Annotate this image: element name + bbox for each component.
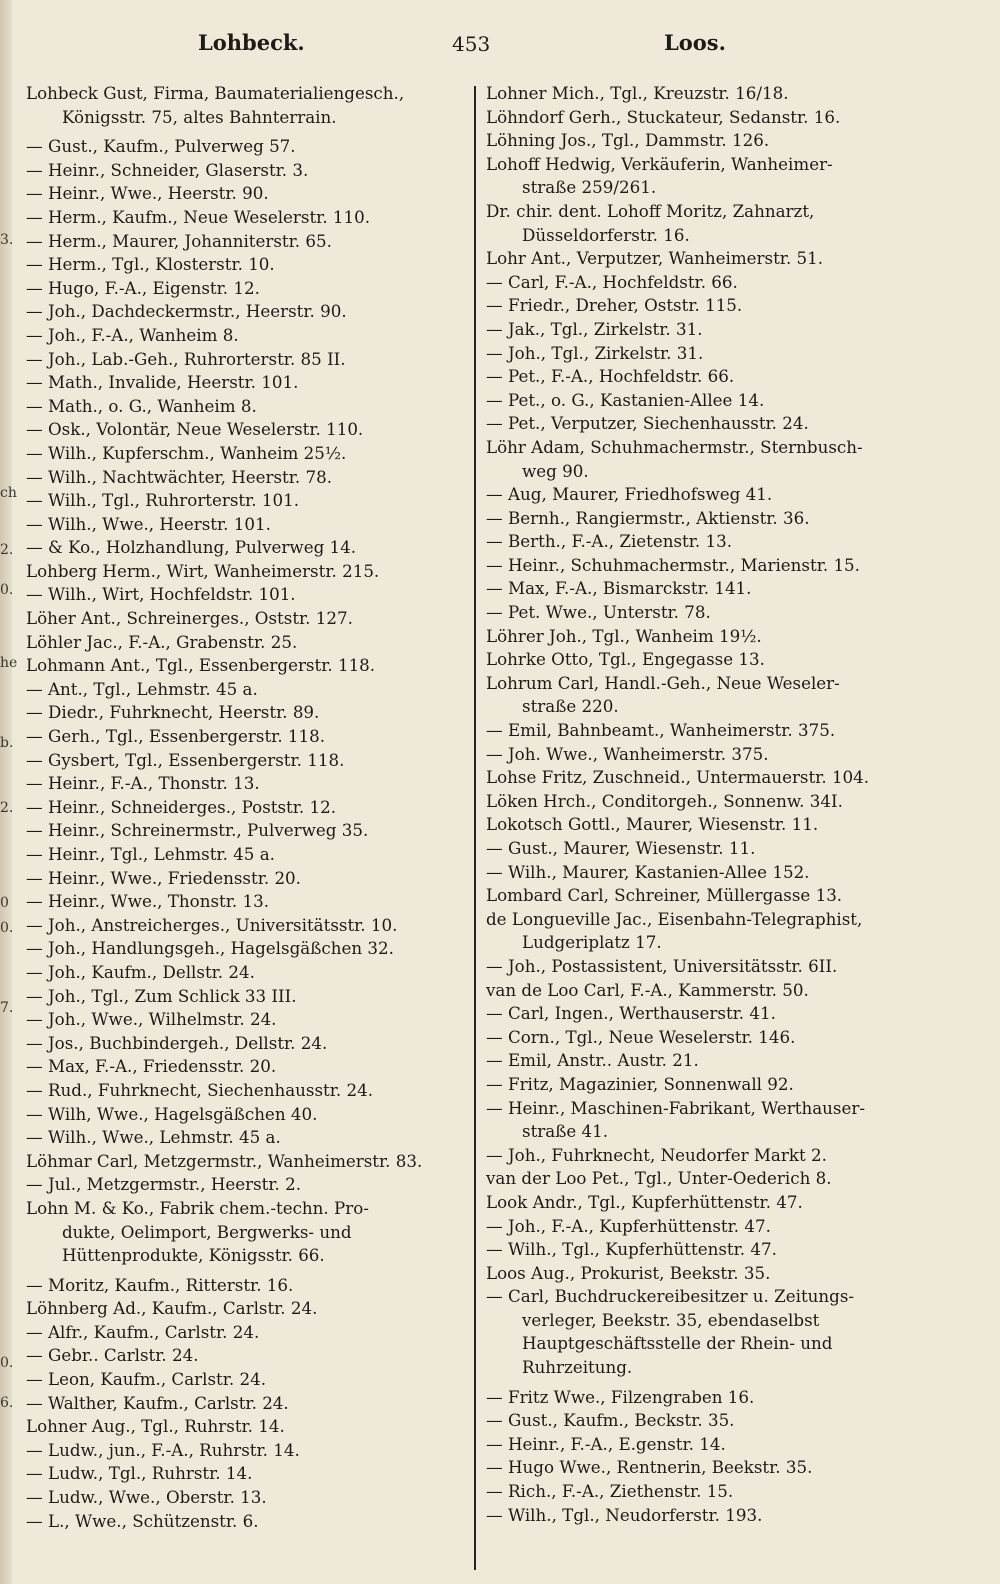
margin-fragment: 0 bbox=[0, 895, 9, 911]
directory-entry bbox=[26, 1150, 464, 1174]
directory-entry bbox=[26, 1439, 464, 1463]
directory-entry bbox=[486, 884, 928, 908]
directory-entry bbox=[26, 489, 464, 513]
directory-entry bbox=[26, 371, 464, 395]
margin-fragment: 6. bbox=[0, 1395, 14, 1411]
directory-entry bbox=[486, 129, 928, 153]
entry-line: Löhmar Carl, Metzgermstr., Wanheimerstr. 83. bbox=[26, 1150, 423, 1171]
directory-entry bbox=[486, 412, 928, 436]
directory-entry bbox=[26, 135, 464, 159]
margin-fragment: he bbox=[0, 655, 18, 671]
directory-entry bbox=[486, 1285, 928, 1379]
directory-entry bbox=[486, 648, 928, 672]
entry-continuation-line: Düsseldorferstr. 16. bbox=[522, 224, 690, 245]
directory-entry bbox=[486, 1073, 928, 1097]
entry-line: — Osk., Volontär, Neue Weselerstr. 110. bbox=[26, 419, 364, 440]
directory-entry bbox=[26, 1462, 464, 1486]
entry-line: — Wilh., Nachtwächter, Heerstr. 78. bbox=[26, 466, 333, 487]
entry-line: — Wilh., Tgl., Ruhrorterstr. 101. bbox=[26, 490, 300, 511]
entry-line: — Joh., Anstreicherges., Universitätsstr. 10. bbox=[26, 914, 398, 935]
entry-line: — Pet., F.-A., Hochfeldstr. 66. bbox=[486, 366, 735, 387]
entry-line: — Pet. Wwe., Unterstr. 78. bbox=[486, 602, 711, 623]
directory-entry bbox=[26, 749, 464, 773]
directory-entry bbox=[26, 324, 464, 348]
directory-entry bbox=[486, 837, 928, 861]
directory-entry bbox=[486, 1049, 928, 1073]
entry-line: — Ant., Tgl., Lehmstr. 45 a. bbox=[26, 678, 258, 699]
directory-entry bbox=[486, 955, 928, 979]
entry-line: Lohrke Otto, Tgl., Engegasse 13. bbox=[486, 649, 765, 670]
directory-entry bbox=[486, 1167, 928, 1191]
directory-entry bbox=[486, 766, 928, 790]
entry-line: — Wilh., Kupferschm., Wanheim 25½. bbox=[26, 442, 347, 463]
entry-line: — Walther, Kaufm., Carlstr. 24. bbox=[26, 1392, 289, 1413]
entry-line: — Joh. Wwe., Wanheimerstr. 375. bbox=[486, 743, 769, 764]
entry-continuation-line: straße 220. bbox=[522, 696, 619, 717]
margin-fragment: 0. bbox=[0, 582, 14, 598]
directory-entry bbox=[26, 1055, 464, 1079]
directory-entry bbox=[26, 1197, 464, 1268]
directory-entry bbox=[26, 466, 464, 490]
directory-entry bbox=[26, 560, 464, 584]
entry-line: — Joh., Tgl., Zirkelstr. 31. bbox=[486, 342, 704, 363]
entry-line: — Heinr., Schneider, Glaserstr. 3. bbox=[26, 159, 309, 180]
entry-line: — Heinr., Schneiderges., Poststr. 12. bbox=[26, 796, 337, 817]
directory-entry bbox=[486, 554, 928, 578]
entry-continuation-line: verleger, Beekstr. 35, ebendaselbst bbox=[522, 1309, 820, 1330]
margin-fragment: 0. bbox=[0, 1355, 14, 1371]
entry-continuation-line: Hüttenprodukte, Königsstr. 66. bbox=[62, 1245, 325, 1266]
entry-line: — Joh., Kaufm., Dellstr. 24. bbox=[26, 961, 255, 982]
entry-line: — Heinr., Maschinen-Fabrikant, Werthauser- bbox=[486, 1097, 865, 1118]
previous-page-margin-fragments bbox=[0, 0, 18, 1584]
directory-entry bbox=[26, 300, 464, 324]
directory-entry bbox=[26, 607, 464, 631]
entry-line: — Wilh., Tgl., Kupferhüttenstr. 47. bbox=[486, 1239, 777, 1260]
directory-entry bbox=[26, 1079, 464, 1103]
directory-entry bbox=[486, 1191, 928, 1215]
entry-line: Löhr Adam, Schuhmachermstr., Sternbusch- bbox=[486, 436, 863, 457]
directory-entry bbox=[26, 1344, 464, 1368]
directory-entry bbox=[26, 1103, 464, 1127]
directory-entry bbox=[486, 1386, 928, 1410]
directory-entry bbox=[486, 790, 928, 814]
entry-line: Lohberg Herm., Wirt, Wanheimerstr. 215. bbox=[26, 560, 380, 581]
entry-line: — Wilh, Wwe., Hagelsgäßchen 40. bbox=[26, 1103, 318, 1124]
entry-line: — Wilh., Wwe., Lehmstr. 45 a. bbox=[26, 1127, 281, 1148]
directory-entry bbox=[486, 1433, 928, 1457]
directory-entry bbox=[26, 772, 464, 796]
directory-entry bbox=[26, 1126, 464, 1150]
entry-line: van der Loo Pet., Tgl., Unter-Oederich 8. bbox=[486, 1168, 832, 1189]
entry-line: — Joh., Postassistent, Universitätsstr. 6II. bbox=[486, 955, 838, 976]
directory-entry bbox=[486, 1215, 928, 1239]
directory-entry bbox=[26, 1486, 464, 1510]
entry-line: Lohr Ant., Verputzer, Wanheimerstr. 51. bbox=[486, 248, 824, 269]
entry-line: van de Loo Carl, F.-A., Kammerstr. 50. bbox=[486, 979, 809, 1000]
entry-line: — Carl, Ingen., Werthauserstr. 41. bbox=[486, 1003, 776, 1024]
entry-line: Löhning Jos., Tgl., Dammstr. 126. bbox=[486, 130, 770, 151]
directory-entry bbox=[26, 1032, 464, 1056]
directory-entry bbox=[486, 342, 928, 366]
entry-line: — Joh., Tgl., Zum Schlick 33 III. bbox=[26, 985, 297, 1006]
directory-entry bbox=[26, 843, 464, 867]
entry-line: — Gust., Kaufm., Pulverweg 57. bbox=[26, 136, 296, 157]
entry-line: Lokotsch Gottl., Maurer, Wiesenstr. 11. bbox=[486, 814, 819, 835]
directory-entry bbox=[486, 908, 928, 955]
directory-entry bbox=[26, 230, 464, 254]
directory-entry bbox=[26, 937, 464, 961]
directory-entry bbox=[26, 1368, 464, 1392]
entry-line: — Herm., Tgl., Klosterstr. 10. bbox=[26, 254, 275, 275]
entry-line: Lohoff Hedwig, Verkäuferin, Wanheimer- bbox=[486, 153, 833, 174]
entry-continuation-line: weg 90. bbox=[522, 460, 589, 481]
entry-line: — Fritz Wwe., Filzengraben 16. bbox=[486, 1386, 755, 1407]
margin-fragment: 2. bbox=[0, 800, 14, 816]
entry-line: Lohmann Ant., Tgl., Essenbergerstr. 118. bbox=[26, 655, 376, 676]
entry-line: — Wilh., Wirt, Hochfeldstr. 101. bbox=[26, 584, 296, 605]
entry-line: Löhrer Joh., Tgl., Wanheim 19½. bbox=[486, 625, 762, 646]
directory-entry bbox=[486, 813, 928, 837]
entry-line: — Max, F.-A., Bismarckstr. 141. bbox=[486, 578, 752, 599]
entry-line: — Corn., Tgl., Neue Weselerstr. 146. bbox=[486, 1026, 796, 1047]
entry-line: — Berth., F.-A., Zietenstr. 13. bbox=[486, 531, 733, 552]
directory-entry bbox=[26, 985, 464, 1009]
entry-line: de Longueville Jac., Eisenbahn-Telegraphist, bbox=[486, 908, 863, 929]
entry-line: — Gebr.. Carlstr. 24. bbox=[26, 1345, 199, 1366]
entry-line: — Hugo, F.-A., Eigenstr. 12. bbox=[26, 277, 260, 298]
directory-entry bbox=[486, 318, 928, 342]
entry-line: — Wilh., Maurer, Kastanien-Allee 152. bbox=[486, 861, 810, 882]
entry-line: — Wilh., Tgl., Neudorferstr. 193. bbox=[486, 1504, 763, 1525]
directory-entry bbox=[486, 979, 928, 1003]
directory-entry bbox=[486, 365, 928, 389]
entry-line: Löhnberg Ad., Kaufm., Carlstr. 24. bbox=[26, 1298, 318, 1319]
directory-entry bbox=[26, 513, 464, 537]
entry-line: — Joh., Handlungsgeh., Hagelsgäßchen 32. bbox=[26, 938, 394, 959]
entry-line: Dr. chir. dent. Lohoff Moritz, Zahnarzt, bbox=[486, 200, 815, 221]
margin-fragment: 0. bbox=[0, 920, 14, 936]
directory-entry bbox=[486, 1262, 928, 1286]
directory-entry bbox=[486, 1097, 928, 1144]
directory-entry bbox=[486, 1144, 928, 1168]
directory-entry bbox=[26, 701, 464, 725]
entry-line: — Jos., Buchbindergeh., Dellstr. 24. bbox=[26, 1032, 328, 1053]
directory-entry bbox=[26, 819, 464, 843]
entry-line: Löhndorf Gerh., Stuckateur, Sedanstr. 16. bbox=[486, 106, 841, 127]
entry-line: — Emil, Bahnbeamt., Wanheimerstr. 375. bbox=[486, 720, 836, 741]
directory-entry bbox=[26, 1510, 464, 1534]
directory-entry bbox=[26, 796, 464, 820]
directory-entry bbox=[26, 961, 464, 985]
directory-entry bbox=[486, 577, 928, 601]
entry-continuation-line: Ruhrzeitung. bbox=[522, 1357, 633, 1378]
entry-line: Lohn M. & Ko., Fabrik chem.-techn. Pro- bbox=[26, 1197, 369, 1218]
directory-entry bbox=[486, 1504, 928, 1528]
entry-line: Loos Aug., Prokurist, Beekstr. 35. bbox=[486, 1262, 771, 1283]
directory-entry bbox=[486, 507, 928, 531]
directory-entry bbox=[486, 672, 928, 719]
directory-entry bbox=[486, 436, 928, 483]
directory-entry bbox=[486, 153, 928, 200]
entry-line: — Carl, F.-A., Hochfeldstr. 66. bbox=[486, 271, 738, 292]
entry-line: — L., Wwe., Schützenstr. 6. bbox=[26, 1510, 259, 1531]
entry-continuation-line: straße 41. bbox=[522, 1121, 609, 1142]
directory-entry bbox=[486, 200, 928, 247]
margin-fragment: 2. bbox=[0, 542, 14, 558]
directory-entry bbox=[26, 1415, 464, 1439]
directory-entry bbox=[486, 1002, 928, 1026]
entry-line: Löken Hrch., Conditorgeh., Sonnenw. 34I. bbox=[486, 790, 843, 811]
directory-entry bbox=[486, 601, 928, 625]
directory-entry bbox=[486, 861, 928, 885]
directory-entry bbox=[26, 1321, 464, 1345]
entry-line: — Gerh., Tgl., Essenbergerstr. 118. bbox=[26, 726, 326, 747]
entry-line: — Bernh., Rangiermstr., Aktienstr. 36. bbox=[486, 507, 810, 528]
directory-entry bbox=[26, 678, 464, 702]
entry-line: — Math., o. G., Wanheim 8. bbox=[26, 395, 257, 416]
directory-entry bbox=[486, 1238, 928, 1262]
directory-entry bbox=[26, 395, 464, 419]
entry-line: Lohbeck Gust, Firma, Baumaterialiengesch., bbox=[26, 83, 405, 103]
directory-entry bbox=[486, 530, 928, 554]
entry-line: Löher Ant., Schreinerges., Oststr. 127. bbox=[26, 608, 353, 629]
directory-entry bbox=[26, 418, 464, 442]
entry-line: — Joh., F.-A., Kupferhüttenstr. 47. bbox=[486, 1215, 771, 1236]
directory-entry bbox=[26, 277, 464, 301]
directory-entry bbox=[486, 1456, 928, 1480]
directory-entry bbox=[26, 442, 464, 466]
entry-line: — Joh., F.-A., Wanheim 8. bbox=[26, 324, 239, 345]
margin-fragment: 7. bbox=[0, 1000, 14, 1016]
entry-line: — Friedr., Dreher, Oststr. 115. bbox=[486, 295, 743, 316]
entry-line: — Pet., o. G., Kastanien-Allee 14. bbox=[486, 389, 765, 410]
entry-line: — Heinr., Wwe., Heerstr. 90. bbox=[26, 183, 269, 204]
entry-line: — Heinr., Tgl., Lehmstr. 45 a. bbox=[26, 844, 275, 864]
directory-entry bbox=[26, 725, 464, 749]
entry-line: — Joh., Wwe., Wilhelmstr. 24. bbox=[26, 1009, 277, 1030]
entry-line: — Rud., Fuhrknecht, Siechenhausstr. 24. bbox=[26, 1079, 374, 1100]
directory-entry bbox=[26, 583, 464, 607]
entry-continuation-line: dukte, Oelimport, Bergwerks- und bbox=[62, 1221, 352, 1242]
entry-continuation-line: straße 259/261. bbox=[522, 177, 657, 198]
margin-fragment: b. bbox=[0, 735, 14, 751]
directory-entry bbox=[26, 654, 464, 678]
entry-line: — Joh., Dachdeckermstr., Heerstr. 90. bbox=[26, 301, 347, 322]
directory-entry bbox=[26, 1173, 464, 1197]
entry-line: — Gust., Kaufm., Beckstr. 35. bbox=[486, 1410, 735, 1431]
entry-line: — Max, F.-A., Friedensstr. 20. bbox=[26, 1056, 277, 1077]
entry-line: — Carl, Buchdruckereibesitzer u. Zeitungs- bbox=[486, 1286, 855, 1307]
directory-entry bbox=[486, 1409, 928, 1433]
entry-line: — Jak., Tgl., Zirkelstr. 31. bbox=[486, 318, 703, 339]
column-divider bbox=[474, 86, 476, 1570]
entry-continuation-line: Hauptgeschäftsstelle der Rhein- und bbox=[522, 1333, 833, 1354]
entry-line: — Leon, Kaufm., Carlstr. 24. bbox=[26, 1369, 267, 1390]
entry-continuation-line: Ludgeriplatz 17. bbox=[522, 932, 662, 953]
directory-entry bbox=[26, 536, 464, 560]
entry-line: Look Andr., Tgl., Kupferhüttenstr. 47. bbox=[486, 1191, 803, 1212]
right-column bbox=[486, 82, 928, 1527]
entry-line: — Heinr., F.-A., E.genstr. 14. bbox=[486, 1433, 726, 1454]
directory-entry bbox=[26, 253, 464, 277]
entry-line: — Moritz, Kaufm., Ritterstr. 16. bbox=[26, 1274, 294, 1295]
entry-line: Lohse Fritz, Zuschneid., Untermauerstr. 104. bbox=[486, 767, 870, 788]
entry-line: Lohrum Carl, Handl.-Geh., Neue Weseler- bbox=[486, 672, 840, 693]
directory-entry bbox=[26, 867, 464, 891]
directory-entry bbox=[26, 890, 464, 914]
entry-line: — Diedr., Fuhrknecht, Heerstr. 89. bbox=[26, 702, 320, 723]
entry-line: — Heinr., Schreinermstr., Pulverweg 35. bbox=[26, 820, 369, 841]
directory-entry bbox=[486, 719, 928, 743]
directory-entry bbox=[486, 389, 928, 413]
margin-fragment: ch bbox=[0, 485, 17, 501]
entry-line: — Ludw., jun., F.-A., Ruhrstr. 14. bbox=[26, 1439, 300, 1460]
entry-line: — Herm., Kaufm., Neue Weselerstr. 110. bbox=[26, 206, 371, 227]
entry-line: — Fritz, Magazinier, Sonnenwall 92. bbox=[486, 1073, 794, 1094]
entry-line: — Gysbert, Tgl., Essenbergerstr. 118. bbox=[26, 749, 345, 770]
entry-line: — Heinr., Wwe., Thonstr. 13. bbox=[26, 891, 270, 912]
directory-entry bbox=[26, 914, 464, 938]
entry-line: — Hugo Wwe., Rentnerin, Beekstr. 35. bbox=[486, 1457, 813, 1478]
directory-entry bbox=[486, 1480, 928, 1504]
entry-continuation-line: Königsstr. 75, altes Bahnterrain. bbox=[62, 106, 337, 127]
directory-entry bbox=[486, 82, 928, 106]
entry-line: — Heinr., Schuhmachermstr., Marienstr. 15. bbox=[486, 554, 860, 575]
directory-entry bbox=[26, 1008, 464, 1032]
directory-entry bbox=[486, 106, 928, 130]
directory-entry bbox=[486, 1026, 928, 1050]
page-header bbox=[0, 30, 1000, 66]
left-column bbox=[26, 82, 464, 1533]
directory-entry bbox=[486, 743, 928, 767]
margin-fragment: 3. bbox=[0, 232, 14, 248]
entry-line: — Alfr., Kaufm., Carlstr. 24. bbox=[26, 1321, 260, 1342]
directory-entry bbox=[486, 483, 928, 507]
entry-line: Lombard Carl, Schreiner, Müllergasse 13. bbox=[486, 885, 843, 906]
entry-line: — Joh., Lab.-Geh., Ruhrorterstr. 85 II. bbox=[26, 348, 346, 369]
entry-line: — Emil, Anstr.. Austr. 21. bbox=[486, 1050, 699, 1071]
page-number: 453 bbox=[452, 32, 491, 56]
entry-line: — Wilh., Wwe., Heerstr. 101. bbox=[26, 513, 271, 534]
entry-line: — Herm., Maurer, Johanniterstr. 65. bbox=[26, 230, 332, 251]
entry-line: — Heinr., F.-A., Thonstr. 13. bbox=[26, 773, 260, 794]
directory-entry bbox=[26, 1297, 464, 1321]
directory-entry bbox=[486, 294, 928, 318]
directory-entry bbox=[26, 1274, 464, 1298]
entry-line: — Rich., F.-A., Ziethenstr. 15. bbox=[486, 1481, 734, 1502]
directory-entry bbox=[486, 271, 928, 295]
entry-line: — Math., Invalide, Heerstr. 101. bbox=[26, 372, 299, 393]
directory-entry bbox=[486, 247, 928, 271]
header-last-entry: Loos. bbox=[664, 30, 726, 55]
directory-entry bbox=[26, 348, 464, 372]
entry-line: — Heinr., Wwe., Friedensstr. 20. bbox=[26, 867, 301, 888]
entry-line: Lohner Aug., Tgl., Ruhrstr. 14. bbox=[26, 1416, 285, 1437]
entry-line: Löhler Jac., F.-A., Grabenstr. 25. bbox=[26, 631, 298, 652]
entry-line: — Pet., Verputzer, Siechenhausstr. 24. bbox=[486, 413, 809, 434]
directory-entry bbox=[26, 1392, 464, 1416]
directory-entry bbox=[26, 631, 464, 655]
entry-line: — Ludw., Wwe., Oberstr. 13. bbox=[26, 1487, 267, 1508]
entry-line: — Ludw., Tgl., Ruhrstr. 14. bbox=[26, 1463, 253, 1484]
entry-line: — Joh., Fuhrknecht, Neudorfer Markt 2. bbox=[486, 1144, 827, 1165]
entry-line: — Jul., Metzgermstr., Heerstr. 2. bbox=[26, 1174, 302, 1195]
directory-entry bbox=[486, 625, 928, 649]
header-first-entry: Lohbeck. bbox=[198, 30, 305, 55]
entry-line: Lohner Mich., Tgl., Kreuzstr. 16/18. bbox=[486, 83, 789, 103]
entry-line: — Gust., Maurer, Wiesenstr. 11. bbox=[486, 838, 756, 858]
entry-line: — & Ko., Holzhandlung, Pulverweg 14. bbox=[26, 537, 357, 558]
directory-entry bbox=[26, 82, 464, 129]
directory-entry bbox=[26, 159, 464, 183]
directory-entry bbox=[26, 206, 464, 230]
entry-line: — Aug, Maurer, Friedhofsweg 41. bbox=[486, 484, 773, 505]
directory-entry bbox=[26, 182, 464, 206]
